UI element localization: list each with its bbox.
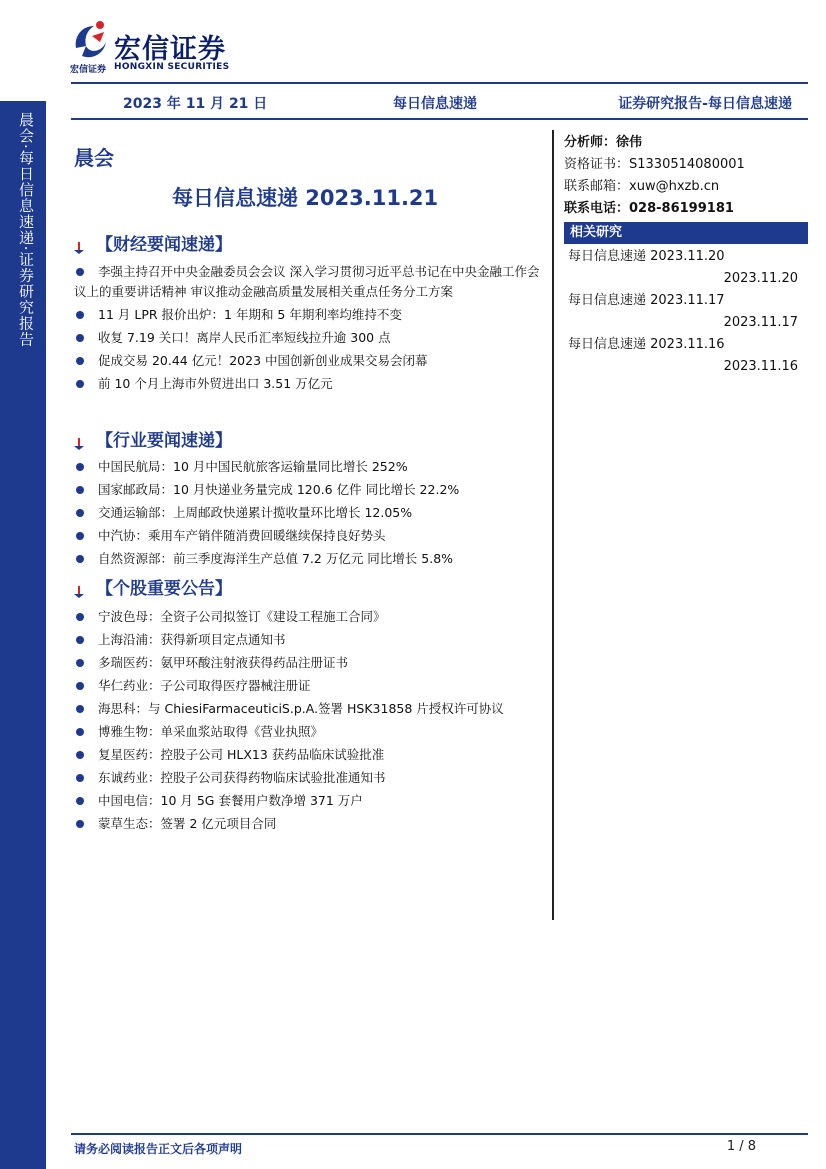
section-label: 晨会 <box>74 146 114 170</box>
list-item[interactable]: 中国民航局：10 月中国民航旅客运输量同比增长 252% <box>74 457 544 477</box>
list-item[interactable]: 中汽协：乘用车产销伴随消费回暖继续保持良好势头 <box>74 526 544 546</box>
header-report-type: 每日信息速递 <box>393 96 477 112</box>
list-item[interactable]: 交通运输部：上周邮政快递累计揽收量环比增长 12.05% <box>74 503 544 523</box>
bullet-icon <box>76 357 84 365</box>
footer-divider <box>71 1133 808 1135</box>
bullet-icon <box>76 555 84 563</box>
analyst-cert: S1330514080001 <box>629 157 745 172</box>
header-bar <box>71 82 808 120</box>
list-item[interactable]: 蒙草生态：签署 2 亿元项目合同 <box>74 814 544 834</box>
bullet-icon <box>76 682 84 690</box>
bullet-icon <box>76 820 84 828</box>
list-item[interactable]: 中国电信：10 月 5G 套餐用户数净增 371 万户 <box>74 791 544 811</box>
list-item[interactable]: 促成交易 20.44 亿元！2023 中国创新创业成果交易会闭幕 <box>74 351 544 371</box>
bullet-icon <box>76 509 84 517</box>
analyst-row: 分析师：徐伟 <box>564 135 643 150</box>
list-item[interactable]: 自然资源部：前三季度海洋生产总值 7.2 万亿元 同比增长 5.8% <box>74 549 544 569</box>
bullet-icon <box>76 380 84 388</box>
bullet-icon <box>76 311 84 319</box>
section-heading-industry <box>74 426 232 451</box>
page-number: 1 / 8 <box>726 1139 756 1154</box>
analyst-cert-row: 资格证书：S1330514080001 <box>564 157 745 172</box>
column-divider <box>552 130 554 920</box>
related-research-heading: 相关研究 <box>564 222 808 244</box>
stock-announcements-list <box>74 607 544 837</box>
bullet-icon <box>76 463 84 471</box>
bullet-icon <box>76 268 84 276</box>
logo-name-en: HONGXIN SECURITIES <box>114 62 230 72</box>
related-item[interactable]: 每日信息速递 2023.11.20 2023.11.20 <box>568 249 798 286</box>
related-item[interactable]: 每日信息速递 2023.11.16 2023.11.16 <box>568 337 798 374</box>
bullet-icon <box>76 532 84 540</box>
analyst-panel <box>564 132 808 378</box>
list-item[interactable]: 收复 7.19 关口！离岸人民币汇率短线拉升逾 300 点 <box>74 328 544 348</box>
industry-news-list <box>74 457 544 572</box>
list-item[interactable]: 宁波色母：全资子公司拟签订《建设工程施工合同》 <box>74 607 544 627</box>
section-heading-text: 【财经要闻速递】 <box>96 235 232 255</box>
left-sidebar-text: 晨会·每日信息速递·证券研究报告 <box>17 112 35 348</box>
bullet-icon <box>76 659 84 667</box>
logo-name-small: 宏信证券 <box>70 65 107 75</box>
bullet-icon <box>76 728 84 736</box>
analyst-email-row: 联系邮箱：xuw@hxzb.cn <box>564 179 720 194</box>
list-item[interactable]: 李强主持召开中央金融委员会会议 深入学习贯彻习近平总书记在中央金融工作会议上的重要讲话精神 审议推动金融高质量发展相关重点任务分工方案 <box>74 264 540 299</box>
bullet-icon <box>76 705 84 713</box>
logo-name-cn: 宏信证券 <box>114 34 226 65</box>
list-item[interactable]: 华仁药业：子公司取得医疗器械注册证 <box>74 676 544 696</box>
header-category: 证券研究报告-每日信息速递 <box>618 96 792 112</box>
header-date: 2023 年 11 月 21 日 <box>123 96 268 112</box>
footer-disclaimer: 请务必阅读报告正文后各项声明 <box>74 1142 243 1156</box>
bullet-icon <box>76 774 84 782</box>
logo-mark-icon <box>70 18 110 62</box>
list-item[interactable]: 海思科：与 ChiesiFarmaceuticiS.p.A.签署 HSK31858 片授权许可协议 <box>74 699 544 719</box>
bullet-icon <box>76 636 84 644</box>
list-item[interactable]: 多瑞医药：氨甲环酸注射液获得药品注册证书 <box>74 653 544 673</box>
analyst-phone: 028-86199181 <box>629 201 734 216</box>
company-logo <box>70 18 270 78</box>
list-item[interactable]: 11 月 LPR 报价出炉：1 年期和 5 年期利率均维持不变 <box>74 305 544 325</box>
related-research-list <box>564 246 808 378</box>
list-item[interactable]: 博雅生物：单采血浆站取得《营业执照》 <box>74 722 544 742</box>
section-marker-icon <box>74 586 84 596</box>
bullet-icon <box>76 486 84 494</box>
analyst-phone-row: 联系电话：028-86199181 <box>564 201 734 216</box>
section-heading-text: 【行业要闻速递】 <box>96 431 232 451</box>
section-marker-icon <box>74 438 84 448</box>
section-heading-text: 【个股重要公告】 <box>96 579 232 599</box>
related-item[interactable]: 每日信息速递 2023.11.17 2023.11.17 <box>568 293 798 330</box>
bullet-icon <box>76 797 84 805</box>
finance-news-list <box>74 262 544 397</box>
list-item[interactable]: 前 10 个月上海市外贸进出口 3.51 万亿元 <box>74 374 544 394</box>
section-marker-icon <box>74 242 84 252</box>
page-title: 每日信息速递 2023.11.21 <box>172 186 439 210</box>
list-item[interactable]: 东诚药业：控股子公司获得药物临床试验批准通知书 <box>74 768 544 788</box>
bullet-icon <box>76 751 84 759</box>
list-item[interactable]: 复星医药：控股子公司 HLX13 获药品临床试验批准 <box>74 745 544 765</box>
list-item[interactable]: 国家邮政局：10 月快递业务量完成 120.6 亿件 同比增长 22.2% <box>74 480 544 500</box>
section-heading-stocks <box>74 574 232 599</box>
bullet-icon <box>76 613 84 621</box>
bullet-icon <box>76 334 84 342</box>
section-heading-finance <box>74 230 232 255</box>
analyst-name: 徐伟 <box>616 135 643 150</box>
analyst-email[interactable]: xuw@hxzb.cn <box>629 179 720 194</box>
list-item[interactable]: 上海沿浦：获得新项目定点通知书 <box>74 630 544 650</box>
